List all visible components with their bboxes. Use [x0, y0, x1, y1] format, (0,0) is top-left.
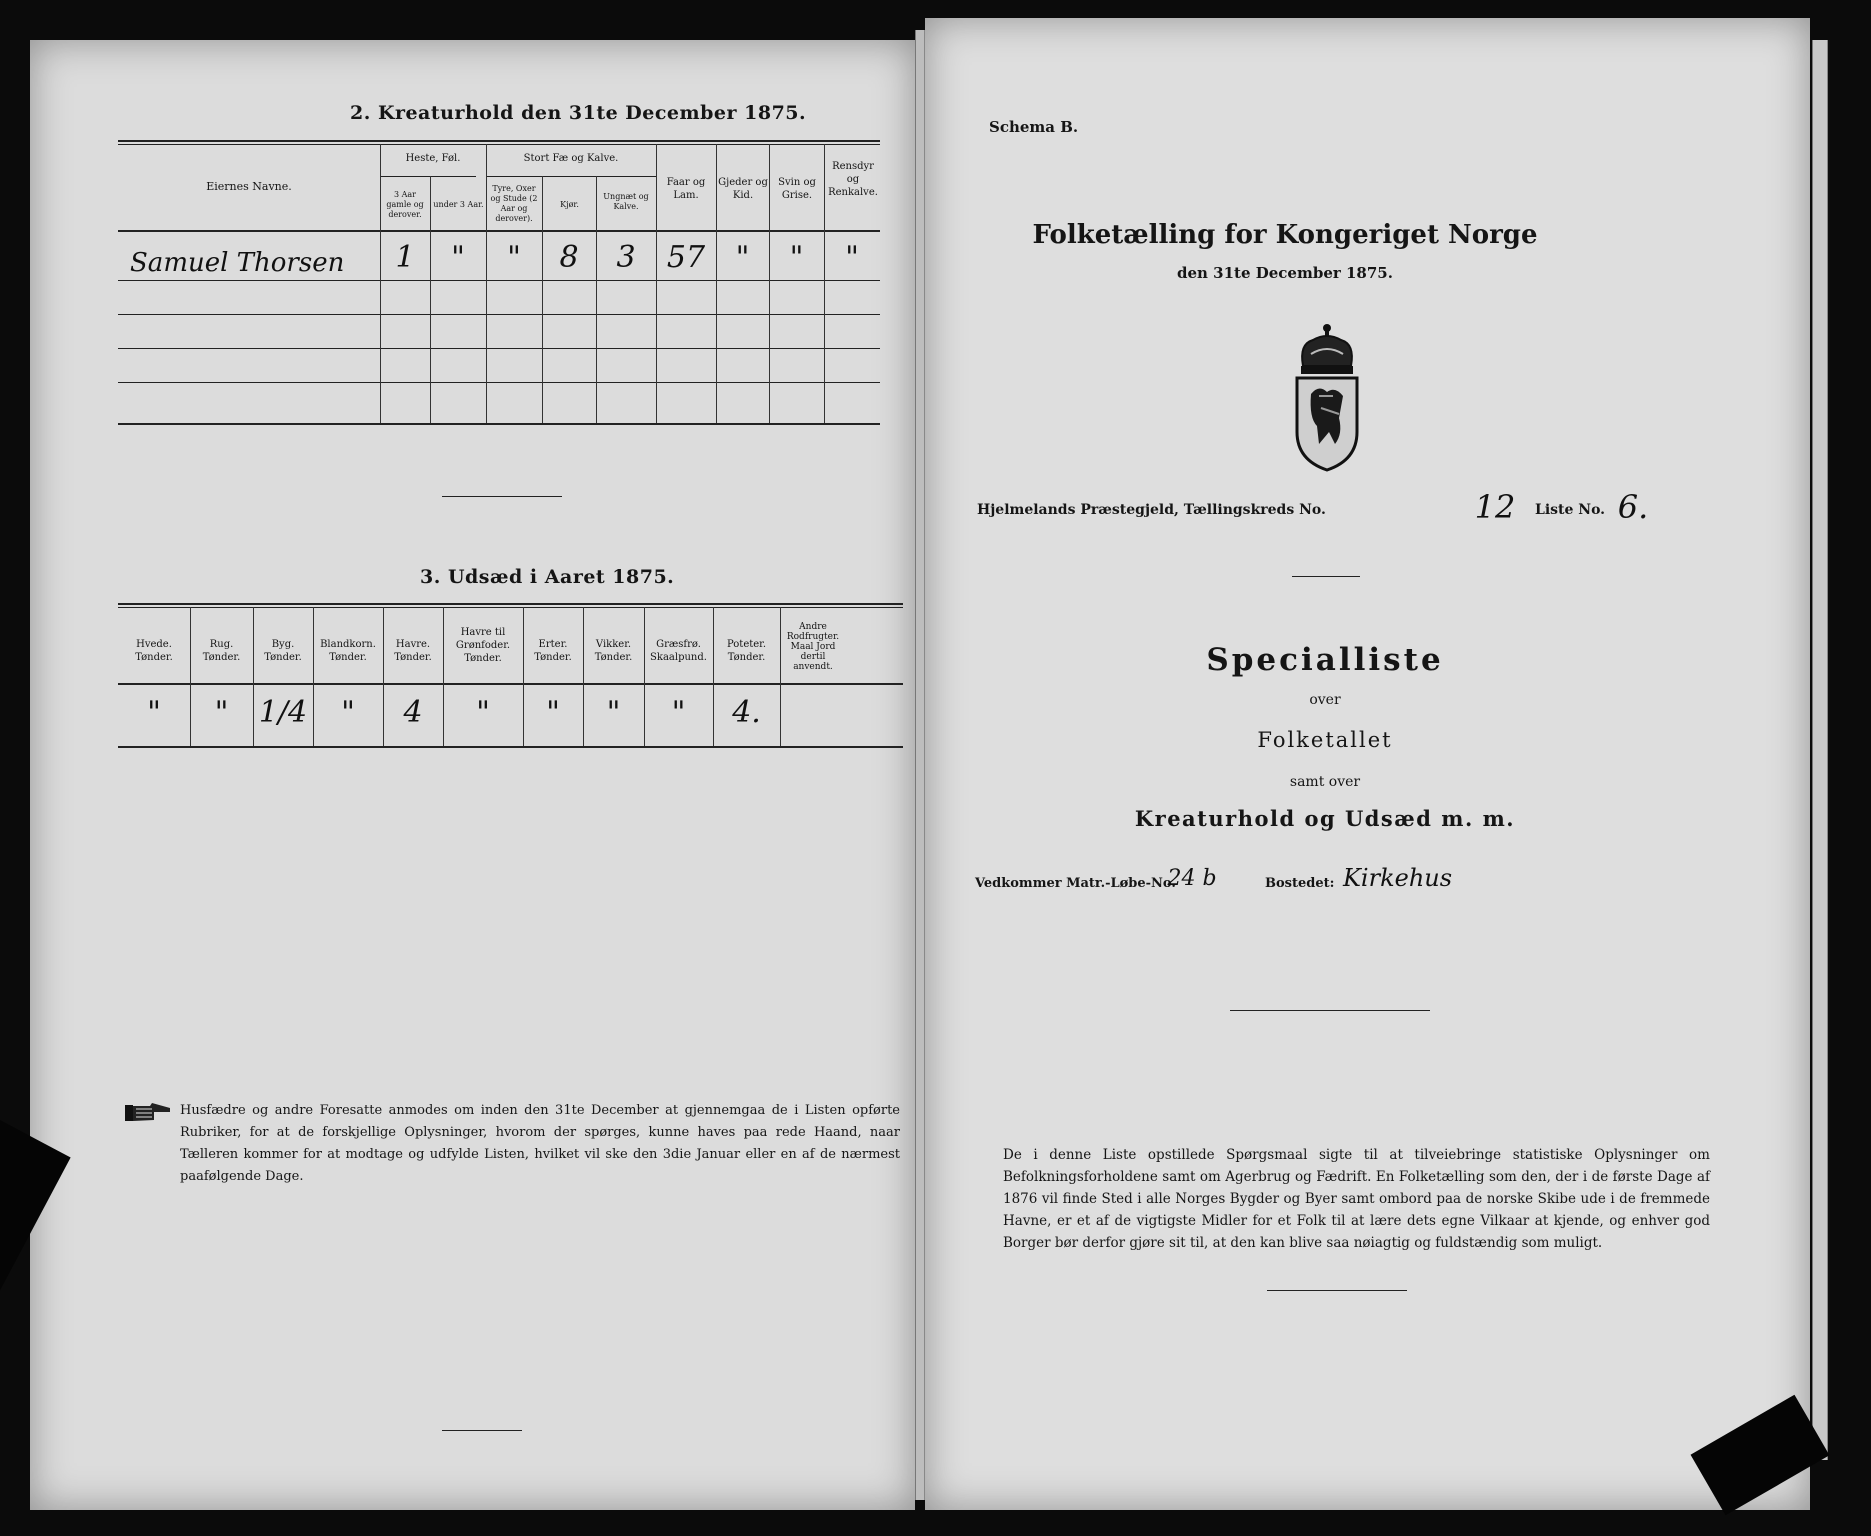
sow-cell-7: " [606, 695, 621, 730]
section3-title: 3. Udsæd i Aaret 1875. [420, 566, 675, 588]
cell-rensdyr: " [845, 240, 859, 275]
sow-header-7: Vikker. Tønder. [594, 639, 633, 663]
header-faar: Faar og Lam. [666, 177, 706, 201]
sow-header-6: Erter. Tønder. [534, 639, 572, 663]
divider [442, 496, 562, 497]
cell-stort-c: 3 [616, 240, 636, 275]
cell-heste-b: " [451, 240, 465, 275]
sow-cell-8: " [671, 695, 686, 730]
cell-faar: 57 [666, 240, 706, 275]
parish-label: Hjelmelands Præstegjeld, Tællingskreds No. [977, 502, 1326, 518]
section2-title: 2. Kreaturhold den 31te December 1875. [350, 102, 807, 124]
district-number: 12 [1474, 488, 1516, 526]
header-heste-b: under 3 Aar. [433, 200, 484, 209]
sow-header-3: Blandkorn. Tønder. [320, 639, 376, 663]
cell-stort-a: " [507, 240, 521, 275]
header-heste-a: 3 Aar gamle og derover. [386, 190, 424, 219]
instruction-note: Husfædre og andre Foresatte anmodes om inden den 31te December at gjennemgaa de i Listen opførte Rubriker, for at de forskjellige Oplysninger, hvorom der spørges, kunne haves paa rede Haand, naar Tælleren kommer for at modtage og udfylde Listen, hvilket vil ske den 3die Januar eller en af de nærmest paafølgende Dage. [180, 1103, 900, 1184]
title-date: den 31te December 1875. [1177, 264, 1393, 282]
owner-name: Samuel Thorsen [130, 248, 345, 278]
intro-paragraph: De i denne Liste opstillede Spørgsmaal sigte til at tilveiebringe statistiske Oplysninger om Befolkningsforholdene samt om Agerbrug og Fædrift. En Folketælling som den, der i de første Dage af 1876 vil finde Sted i alle Norges Bygder og Byer samt ombord paa de norske Skibe ude i de fremmede Havne, er et af de vigtigste Midler for et Folk til at lære dets egne Vilkaar at kjende, og enhver god Borger bør derfor gjøre sit til, at den kan blive saa nøiagtig og fuldstændig som muligt. [1003, 1147, 1710, 1251]
sow-header-9: Poteter. Tønder. [726, 639, 767, 663]
sow-cell-1: " [214, 695, 229, 730]
main-title: Folketælling for Kongeriget Norge [1032, 220, 1538, 250]
divider-3 [1267, 1290, 1407, 1291]
list-number: 6. [1617, 488, 1649, 526]
header-stort-a: Tyre, Oxer og Stude (2 Aar og derover). [490, 184, 538, 223]
matr-number: 24 b [1167, 866, 1217, 891]
divider-1 [1292, 576, 1360, 577]
header-rensdyr: Rensdyr og Renkalve. [828, 161, 878, 198]
specialliste-heading: Specialliste [1206, 642, 1444, 678]
header-stort-c: Ungnæt og Kalve. [603, 192, 649, 211]
matr-label: Vedkommer Matr.-Løbe-No. [975, 876, 1176, 891]
norwegian-coat-of-arms-icon [1289, 322, 1365, 472]
header-stort: Stort Fæ og Kalve. [523, 153, 619, 164]
sow-cell-6: " [546, 695, 560, 730]
bosted-label: Bostedet: [1265, 876, 1335, 891]
sow-header-4: Havre. Tønder. [394, 639, 432, 663]
schema-label: Schema B. [989, 118, 1079, 136]
list-label: Liste No. [1535, 502, 1606, 518]
sow-cell-3: " [341, 695, 355, 730]
sow-header-8: Græsfrø. Skaalpund. [650, 639, 707, 663]
bosted-value: Kirkehus [1343, 864, 1453, 892]
sow-cell-4: 4 [403, 695, 423, 730]
left-page [30, 40, 915, 1510]
header-heste: Heste, Føl. [405, 153, 461, 164]
folketallet-heading: Folketallet [1257, 728, 1393, 752]
sow-cell-5: " [476, 695, 490, 730]
over-label: over [1309, 692, 1341, 708]
sow-cell-2: 1/4 [258, 695, 308, 730]
sow-header-10: Andre Rodfrugter. Maal Jord dertil anvendt. [786, 622, 840, 672]
page-stack-edge [1812, 40, 1828, 1460]
header-svin: Svin og Grise. [778, 177, 816, 201]
divider-2 [1230, 1010, 1430, 1011]
right-page [925, 18, 1810, 1510]
header-owner: Eiernes Navne. [206, 180, 292, 193]
header-gjeder: Gjeder og Kid. [718, 177, 768, 201]
sow-cell-9: 4. [732, 695, 761, 730]
sow-header-5: Havre til Grønfoder. Tønder. [455, 627, 511, 664]
sow-header-0: Hvede. Tønder. [135, 639, 173, 663]
pointing-hand-icon [124, 1100, 174, 1126]
binding-edge [915, 30, 925, 1500]
sow-cell-0: " [147, 695, 161, 730]
samt-over-label: samt over [1289, 774, 1361, 790]
cell-heste-a: 1 [395, 240, 415, 275]
cell-gjeder: " [735, 240, 750, 275]
cell-stort-b: 8 [559, 240, 579, 275]
sow-header-1: Rug. Tønder. [202, 639, 241, 663]
bottom-divider [442, 1430, 522, 1431]
kreaturhold-heading: Kreaturhold og Udsæd m. m. [1134, 806, 1516, 831]
cell-svin: " [789, 240, 804, 275]
header-stort-b: Kjør. [560, 200, 579, 209]
sow-header-2: Byg. Tønder. [264, 639, 302, 663]
